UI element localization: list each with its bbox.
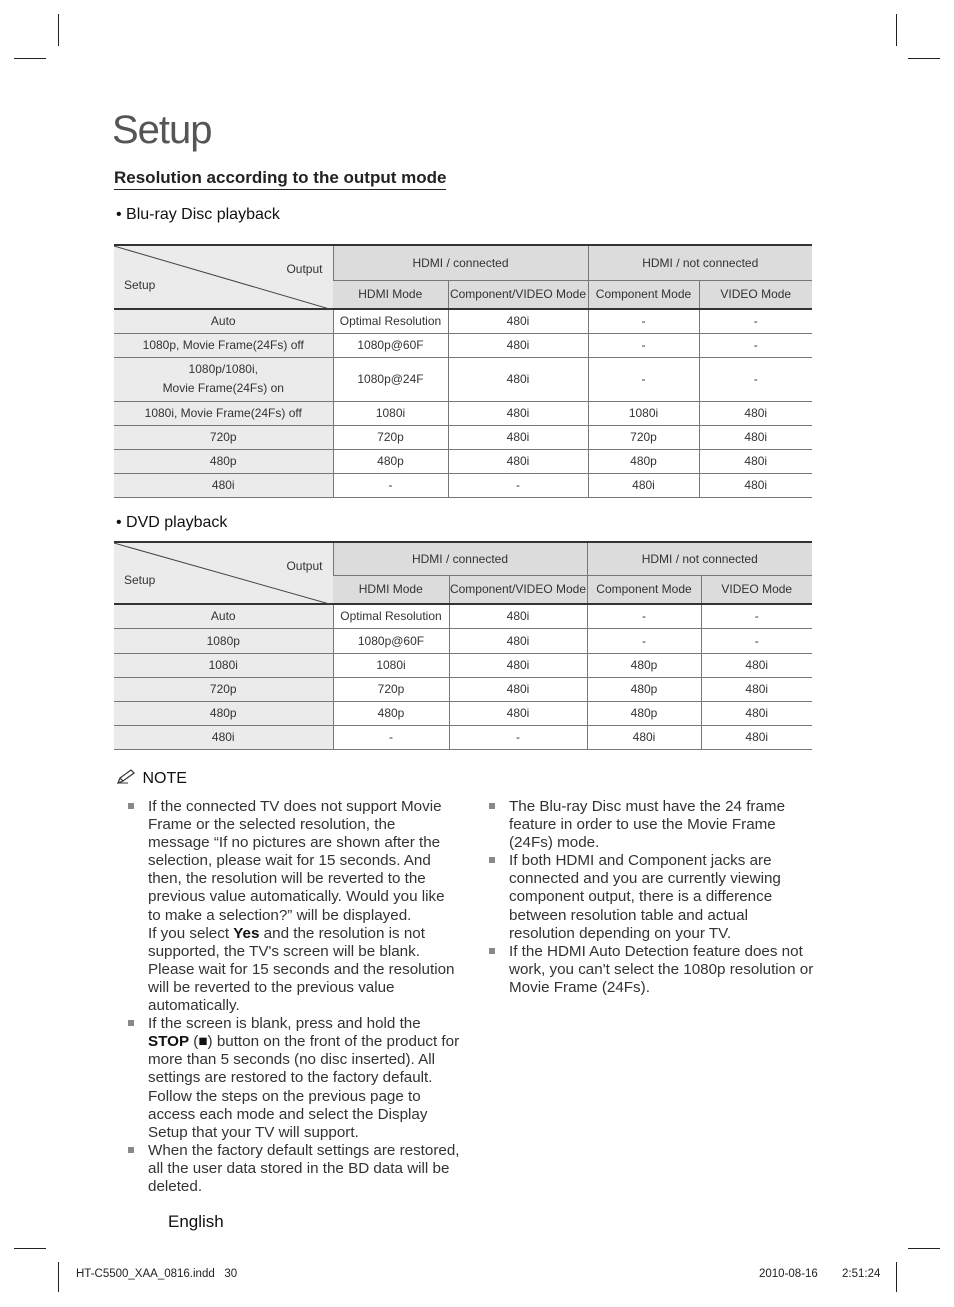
note-item [489,943,814,997]
row-label: 1080i [114,653,333,677]
row-label [114,357,333,401]
note-bold: Yes [233,924,260,942]
table-cell: - [588,357,699,401]
row-label: 480p [114,701,333,725]
table-cell: 720p [333,425,448,449]
row-label: 1080p [114,628,333,653]
table-cell: 480i [699,401,812,425]
row-label-line: Movie Frame(24Fs) on [162,381,284,395]
row-label: 480i [114,473,333,497]
note-text: If the screen is blank, press and hold the [148,1015,421,1033]
stop-icon: ■ [198,1033,208,1051]
table-cell: - [587,604,701,628]
crop-mark [908,58,940,59]
note-bold: STOP [148,1033,190,1051]
note-heading [116,769,187,788]
row-label: 1080i, Movie Frame(24Fs) off [114,401,333,425]
group-header: HDMI / not connected [588,245,812,280]
table-cell: 1080p@60F [333,628,449,653]
slug-date: 2010-08-16 [759,1268,818,1280]
crop-mark [14,1248,46,1249]
note-text: When the factory default settings are restored, all the user data stored in the BD data will be deleted. [148,1141,460,1195]
table-cell: 480p [333,449,448,473]
table-cell: 480i [701,701,812,725]
sub-header: Component/VIDEO Mode [449,575,587,604]
table-row [114,604,812,628]
bluray-resolution-table [114,244,812,498]
note-item [128,1015,460,1142]
group-header: HDMI / connected [333,245,588,280]
crop-mark [14,58,46,59]
table-cell: 480i [449,701,587,725]
subhead-bluray: • Blu-ray Disc playback [116,206,280,223]
table-corner-cell [114,245,333,309]
table-row [114,725,812,749]
footer-language: English [168,1212,224,1231]
table-cell: 480i [448,449,588,473]
table-cell: - [333,725,449,749]
note-item [128,798,460,1015]
table-row [114,425,812,449]
group-header: HDMI / connected [333,542,587,575]
note-text: If the connected TV does not support Movie Frame or the selected resolution, the message “If no pictures are shown after the selection, please wait for 15 seconds. And then, the resolution will be reverted to the previous value automatically. Would you like to make a selection?” will be displayed. [148,798,445,924]
table-cell: 1080p@60F [333,333,448,357]
note-text: If both HDMI and Component jacks are connected and you are currently viewing component output, there is a difference between resolution table and actual resolution depending on your TV. [509,852,781,942]
table-cell: - [701,604,812,628]
table-cell: Optimal Resolution [333,309,448,333]
row-label: 720p [114,677,333,701]
table-row [114,701,812,725]
table-cell: - [588,333,699,357]
table-cell: 480i [448,425,588,449]
square-bullet-icon [128,1020,134,1026]
note-item [489,798,814,852]
table-cell: 480i [701,653,812,677]
table-cell: 480i [699,425,812,449]
square-bullet-icon [128,803,134,809]
table-cell: 480p [587,701,701,725]
table-cell: 480p [333,701,449,725]
corner-output-label: Output [286,559,323,573]
table-cell: 480i [448,333,588,357]
table-cell: - [587,628,701,653]
table-row [114,473,812,497]
table-cell: 720p [588,425,699,449]
table-row [114,401,812,425]
crop-mark [908,1248,940,1249]
row-label: Auto [114,604,333,628]
table-cell: - [701,628,812,653]
table-cell: 480p [587,677,701,701]
slug-filename: HT-C5500_XAA_0816.indd 30 [76,1268,238,1280]
note-right-column [489,798,814,997]
dvd-resolution-table [114,541,812,750]
sub-header: Component Mode [588,280,699,309]
crop-mark [896,1262,897,1292]
table-cell: - [699,357,812,401]
sub-header: Component Mode [587,575,701,604]
table-cell: 480i [449,677,587,701]
note-label: NOTE [142,770,187,787]
note-text: The Blu-ray Disc must have the 24 frame feature in order to use the Movie Frame (24Fs) mode. [509,798,786,852]
table-row [114,628,812,653]
note-left-column [128,798,460,1196]
table-cell: 480i [448,401,588,425]
page-title: Setup [112,108,212,152]
table-cell: 480i [587,725,701,749]
corner-setup-label: Setup [124,278,156,292]
table-cell: - [333,473,448,497]
group-header: HDMI / not connected [587,542,812,575]
square-bullet-icon [489,857,495,863]
crop-mark [58,14,59,46]
row-label: 480i [114,725,333,749]
corner-setup-label: Setup [124,573,156,587]
sub-header: VIDEO Mode [701,575,812,604]
row-label: Auto [114,309,333,333]
table-cell: 480i [699,449,812,473]
square-bullet-icon [128,1147,134,1153]
table-cell: 480i [448,357,588,401]
table-cell: 1080i [333,653,449,677]
table-cell: 480i [449,604,587,628]
table-row [114,677,812,701]
section-heading: Resolution according to the output mode [114,168,446,190]
sub-header: VIDEO Mode [699,280,812,309]
sub-header: HDMI Mode [333,575,449,604]
table-row [114,309,812,333]
corner-output-label: Output [286,262,323,276]
table-cell: 480p [588,449,699,473]
table-cell: 1080i [333,401,448,425]
table-cell: - [449,725,587,749]
note-text: ) button on the front of the product for more than 5 seconds (no disc inserted). All settings are restored to the factory default. Follow the steps on the previous page to access each mode and select the Display Setup that your TV will support. [148,1033,460,1141]
table-cell: - [699,333,812,357]
note-item [128,1142,460,1196]
crop-mark [896,14,897,46]
row-label: 720p [114,425,333,449]
row-label: 480p [114,449,333,473]
table-cell: 1080p@24F [333,357,448,401]
table-cell: 480i [701,725,812,749]
sub-header: HDMI Mode [333,280,448,309]
table-cell: 480i [449,628,587,653]
sub-header: Component/VIDEO Mode [448,280,588,309]
table-corner-cell [114,542,333,604]
note-item [489,852,814,942]
note-text: and the resolution is not supported, the TV's screen will be blank. Please wait for 15 seconds and the resolution will be reverted to the previous value automatically. [148,924,455,1015]
table-cell: 480i [701,677,812,701]
slug-time: 2:51:24 [842,1268,881,1280]
table-cell: 480p [587,653,701,677]
table-row [114,653,812,677]
note-text: If you select [148,924,234,942]
table-cell: 480i [449,653,587,677]
subhead-dvd: • DVD playback [116,514,228,531]
table-cell: 720p [333,677,449,701]
square-bullet-icon [489,803,495,809]
table-row [114,357,812,401]
table-cell: 480i [448,309,588,333]
table-cell: - [588,309,699,333]
table-cell: 1080i [588,401,699,425]
square-bullet-icon [489,948,495,954]
note-text: If the HDMI Auto Detection feature does not work, you can't select the 1080p resolution or Movie Frame (24Fs). [509,942,814,996]
pencil-icon [116,769,138,785]
row-label-line: 1080p/1080i, [188,362,258,376]
table-cell: - [699,309,812,333]
table-cell: 480i [699,473,812,497]
row-label: 1080p, Movie Frame(24Fs) off [114,333,333,357]
table-cell: - [448,473,588,497]
table-row [114,333,812,357]
table-cell: Optimal Resolution [333,604,449,628]
table-cell: 480i [588,473,699,497]
table-row [114,449,812,473]
crop-mark [58,1262,59,1292]
note-text: ( [189,1033,199,1051]
